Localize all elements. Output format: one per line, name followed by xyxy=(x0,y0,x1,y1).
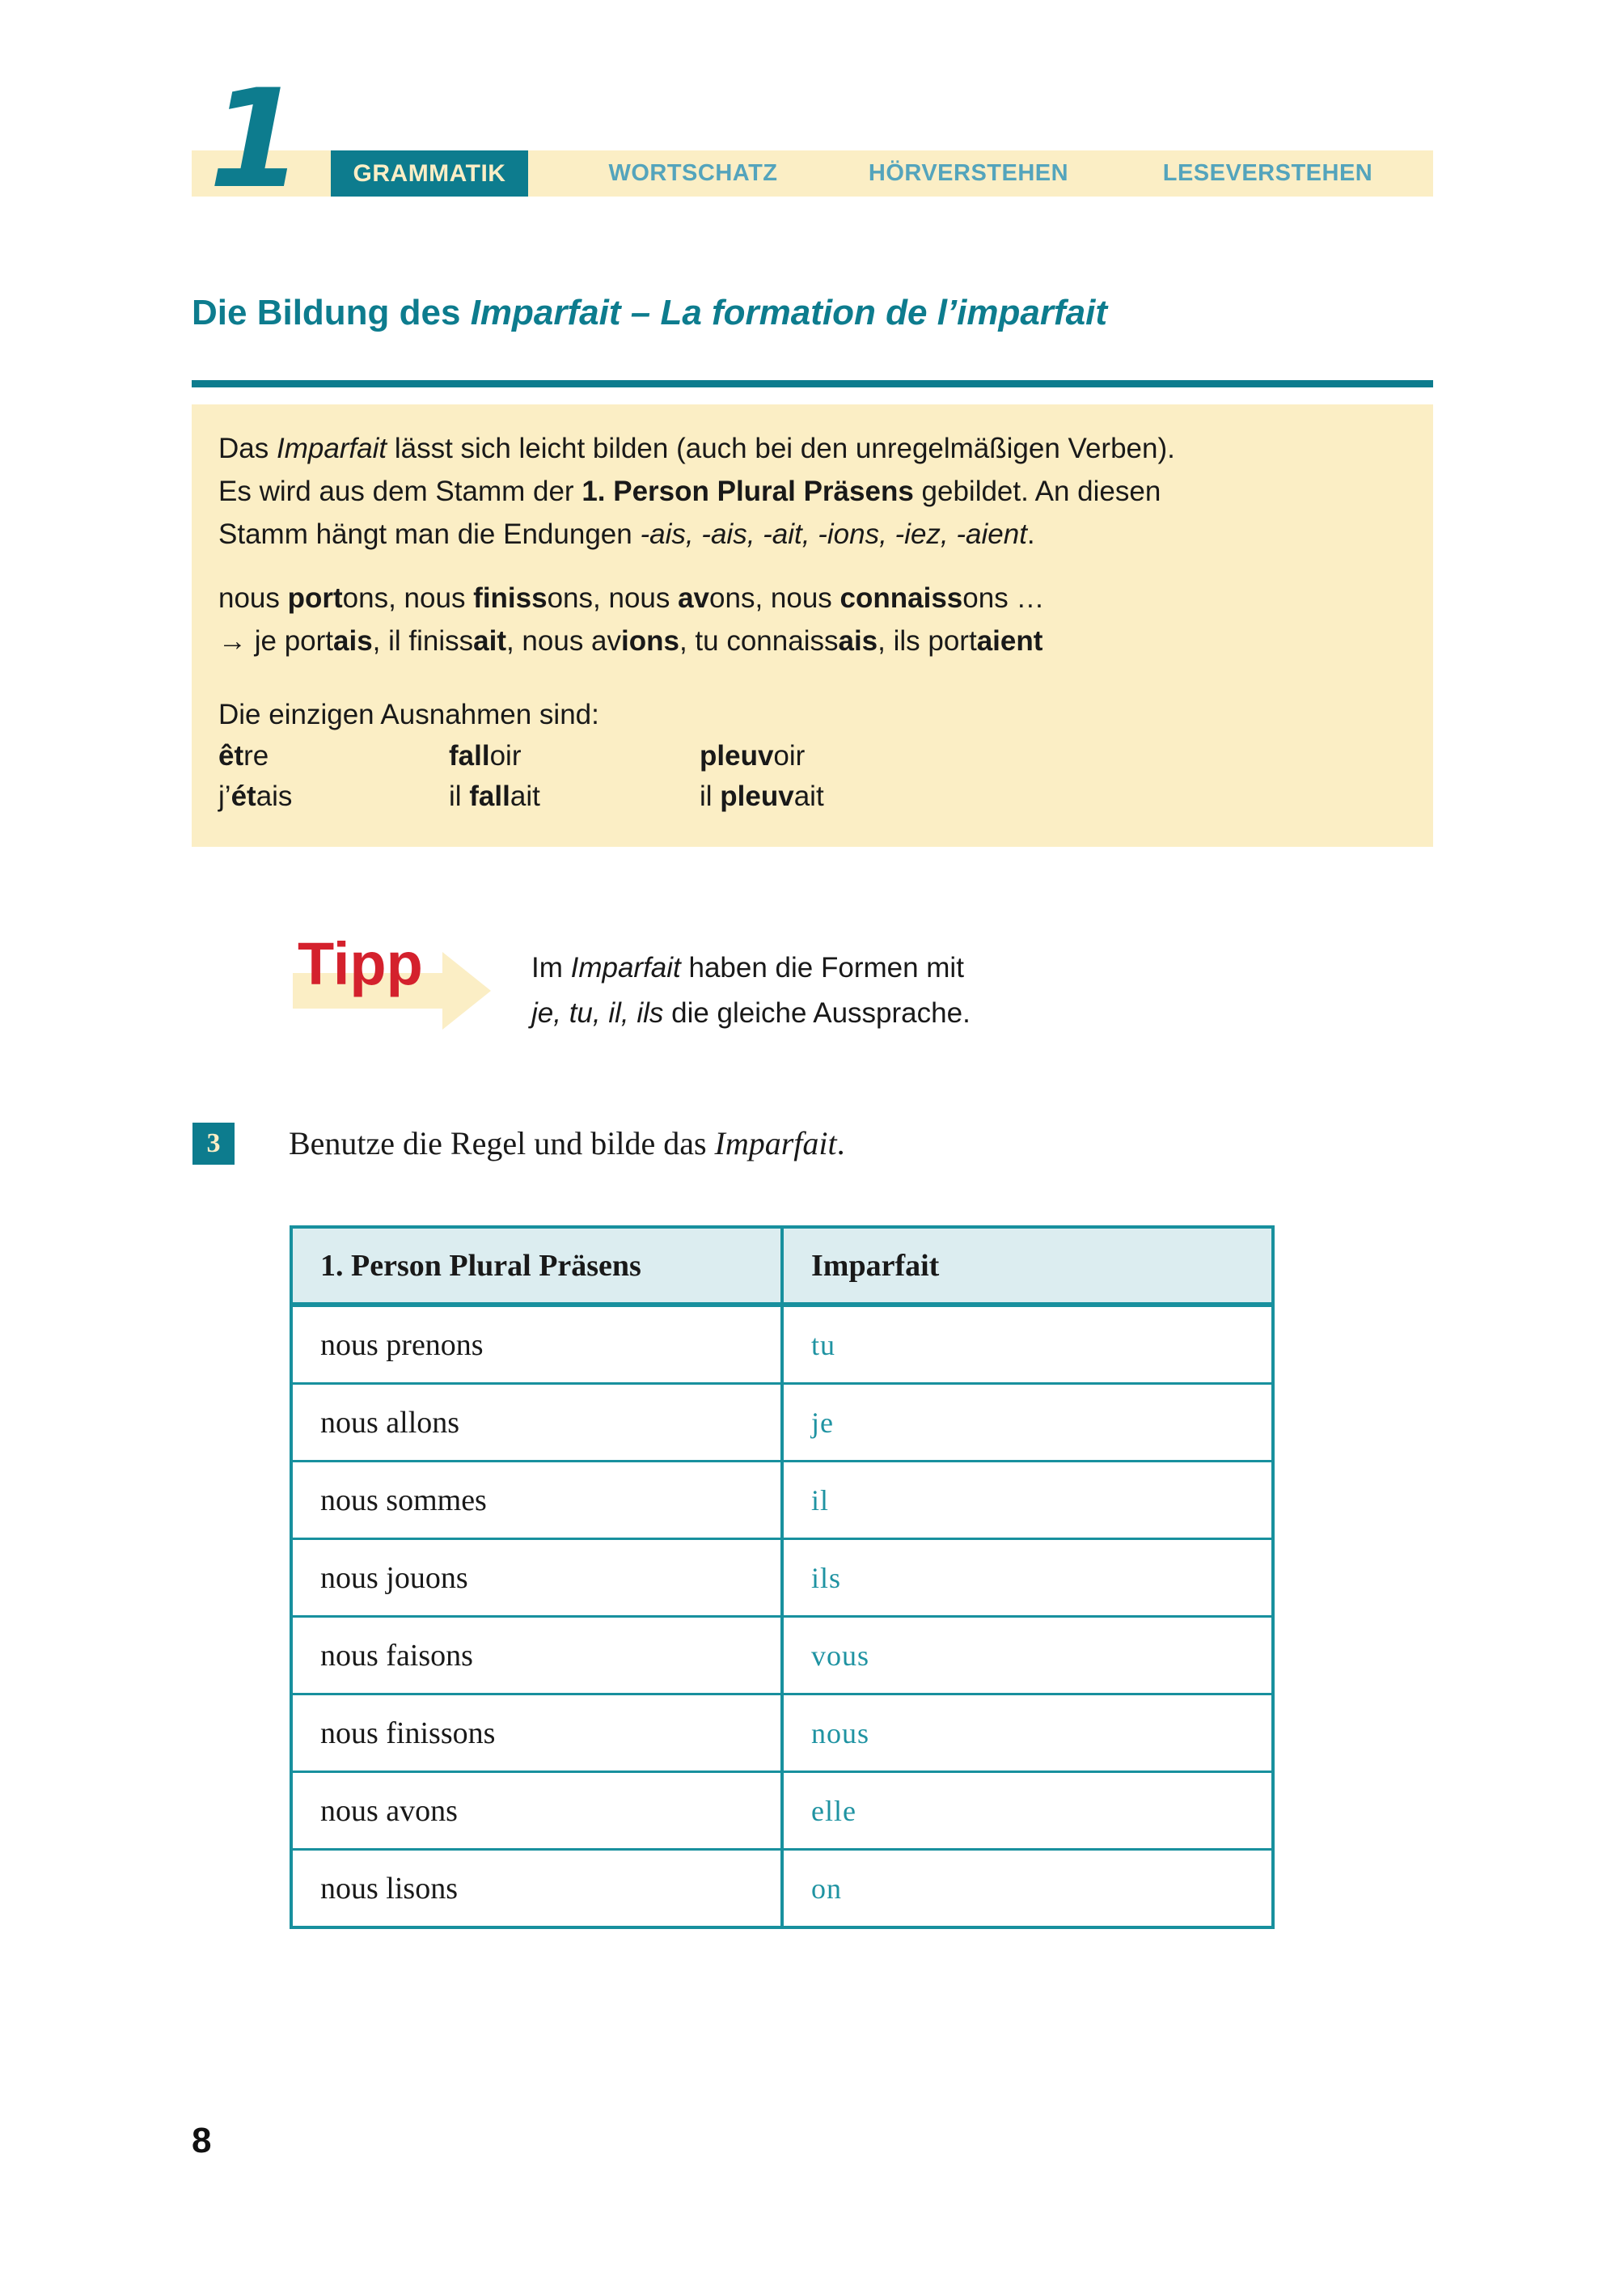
answer-cell xyxy=(780,1618,1271,1693)
answer-cell xyxy=(780,1851,1271,1926)
answer-cell xyxy=(780,1773,1271,1848)
tip-text xyxy=(531,946,971,1036)
table-row xyxy=(293,1307,1271,1382)
example-line: nous portons, nous finissons, nous avons, nous connaissons … xyxy=(218,582,1045,614)
answer-cell xyxy=(780,1540,1271,1615)
handwritten-answer: elle xyxy=(811,1794,856,1827)
answer-cell xyxy=(780,1462,1271,1538)
handwritten-answer: je xyxy=(811,1406,834,1439)
title-rule xyxy=(192,380,1433,387)
table-row xyxy=(293,1538,1271,1615)
page-title: Die Bildung des Imparfait – La formation de l’imparfait xyxy=(192,293,1107,332)
table-header-praesens: 1. Person Plural Präsens xyxy=(320,1248,641,1283)
tab-band xyxy=(192,150,1433,197)
table-header-imparfait: Imparfait xyxy=(780,1229,1271,1302)
praesens-cell: nous avons xyxy=(320,1793,458,1828)
tip-label: Tipp xyxy=(298,930,423,997)
tip-line: je, tu, il, ils die gleiche Aussprache. xyxy=(531,997,971,1029)
handwritten-answer: on xyxy=(811,1872,842,1905)
table-row xyxy=(293,1382,1271,1460)
unit-number: 1 xyxy=(209,60,303,218)
table-row xyxy=(293,1848,1271,1926)
tip-block xyxy=(293,930,1182,1039)
answer-cell xyxy=(780,1385,1271,1460)
handwritten-answer: nous xyxy=(811,1716,870,1749)
table-row xyxy=(293,1693,1271,1771)
exercise-instruction: Benutze die Regel und bilde das Imparfait. xyxy=(289,1125,845,1161)
answer-cell xyxy=(780,1695,1271,1771)
conjugation-table xyxy=(290,1225,1275,1929)
exception-imparfait: il fallait xyxy=(449,781,540,812)
tab-hoerverstehen: HÖRVERSTEHEN xyxy=(868,160,1069,186)
exceptions-grid xyxy=(218,736,1409,817)
grammar-info-box xyxy=(192,404,1433,847)
info-line: Das Imparfait lässt sich leicht bilden (auch bei den unregelmäßigen Verben). xyxy=(218,433,1175,464)
example-line: → je portais, il finissait, nous avions, tu connaissais, ils portaient xyxy=(218,625,1043,657)
tab-grammatik: GRAMMATIK xyxy=(331,150,528,197)
praesens-cell: nous prenons xyxy=(320,1327,484,1362)
exercise-number-badge: 3 xyxy=(192,1123,235,1165)
handwritten-answer: tu xyxy=(811,1328,836,1361)
exception-imparfait: il pleuvait xyxy=(700,781,824,812)
praesens-cell: nous sommes xyxy=(320,1483,487,1517)
tab-wortschatz: WORTSCHATZ xyxy=(608,160,778,186)
praesens-cell: nous faisons xyxy=(320,1638,473,1673)
answer-cell xyxy=(780,1307,1271,1382)
table-body xyxy=(293,1307,1271,1926)
info-line: Stamm hängt man die Endungen -ais, -ais, -ait, -ions, -iez, -aient. xyxy=(218,518,1035,550)
table-row xyxy=(293,1771,1271,1848)
tip-line: Im Imparfait haben die Formen mit xyxy=(531,952,964,984)
table-row xyxy=(293,1460,1271,1538)
handwritten-answer: vous xyxy=(811,1639,870,1672)
exception-infinitive: falloir xyxy=(449,740,522,772)
table-row xyxy=(293,1615,1271,1693)
handwritten-answer: il xyxy=(811,1483,830,1517)
exceptions-intro: Die einzigen Ausnahmen sind: xyxy=(218,699,599,730)
exception-infinitive: pleuvoir xyxy=(700,740,806,772)
tab-leseverstehen: LESEVERSTEHEN xyxy=(1162,160,1373,186)
praesens-cell: nous jouons xyxy=(320,1560,468,1595)
exception-infinitive: être xyxy=(218,740,269,772)
page-number: 8 xyxy=(192,2121,212,2160)
praesens-cell: nous lisons xyxy=(320,1871,458,1906)
info-line: Es wird aus dem Stamm der 1. Person Plural Präsens gebildet. An diesen xyxy=(218,476,1161,507)
exception-imparfait: j’étais xyxy=(218,781,293,812)
table-header-row xyxy=(293,1229,1271,1307)
handwritten-answer: ils xyxy=(811,1561,842,1594)
praesens-cell: nous finissons xyxy=(320,1716,496,1750)
praesens-cell: nous allons xyxy=(320,1405,460,1440)
